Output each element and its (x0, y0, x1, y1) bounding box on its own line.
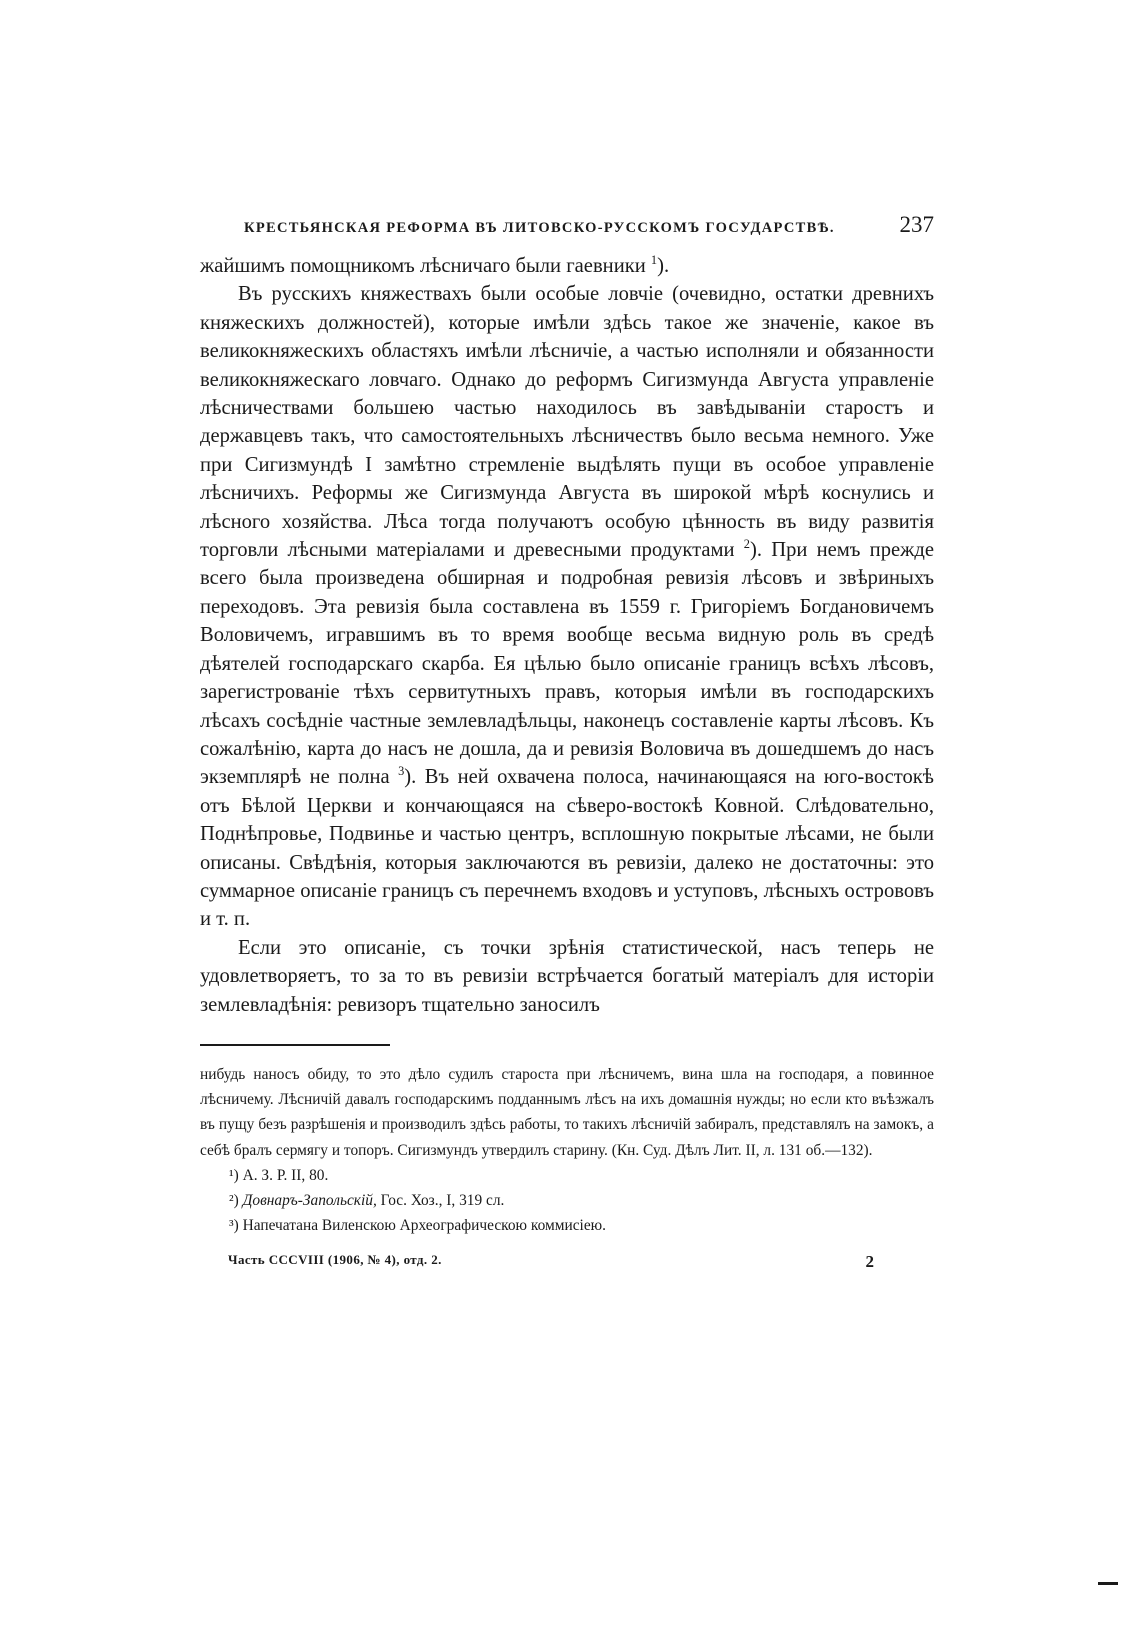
book-page (200, 212, 934, 1272)
main-text (200, 252, 934, 1019)
page-number: 237 (899, 212, 934, 237)
paragraph-3: Если это описаніе, съ точки зрѣнія статистической, насъ теперь не удовлетворяетъ, то за то въ ревизіи встрѣчается богатый матеріалъ для исторіи землевладѣнія: ревизоръ тщательно заносилъ (200, 936, 934, 1016)
paragraph-2: Въ русскихъ княжествахъ были особые ловчіе (очевидно, остатки древнихъ княжескихъ должностей), которые имѣли здѣсь такое же значеніе, какое въ великокняжескихъ областяхъ имѣли лѣсничіе, а частью исполняли и обязанности великокняжескаго ловчаго. Однако до реформъ Сигизмунда Августа управленіе лѣсничествами большею частью находилось въ завѣдываніи старостъ и державцевъ такъ, что самостоятельныхъ лѣсничествъ было весьма немного. Уже при Сигизмундѣ I замѣтно стремленіе выдѣлять пущи въ особое управленіе лѣсничихъ. Реформы же Сигизмунда Августа въ широкой мѣрѣ коснулись и лѣсного хозяйства. Лѣса тогда получаютъ особую цѣнность въ виду развитія торговли лѣсными матеріалами и древесными продуктами $^2$). При немъ прежде всего была произведена обширная и подробная ревизія лѣсовъ и звѣриныхъ переходовъ. Эта ревизія была составлена въ 1559 г. Григоріемъ Богдановичемъ Воловичемъ, игравшимъ въ то время вообще весьма видную роль въ средѣ дѣятелей господарскаго скарба. Ея цѣлью было описаніе границъ всѣхъ лѣсовъ, зарегистрованіе тѣхъ сервитутныхъ правъ, которыя имѣли въ господарскихъ лѣсахъ сосѣдніе частные землевладѣльцы, наконецъ составленіе карты лѣсовъ. Къ сожалѣнію, карта до насъ не дошла, да и ревизія Воловича въ дошедшемъ до насъ экземплярѣ не полна $^3$). Въ ней охвачена полоса, начинающаяся на юго-востокѣ отъ Бѣлой Церкви и кончающаяся на сѣверо-востокѣ Ковной. Слѣдовательно, Поднѣпровье, Подвинье и частью центръ, вcплошную покрытые лѣсами, не были описаны. Свѣдѣнія, которыя заключаются въ ревизіи, далеко не достаточны: это суммарное описаніе границъ съ перечнемъ входовъ и уступовъ, лѣсныхъ острововъ и т. п. (200, 283, 934, 931)
running-title: КРЕСТЬЯНСКАЯ РЕФОРМА ВЪ ЛИТОВСКО-РУССКОМЪ ГОСУДАРСТВѢ. (244, 220, 835, 236)
footnote-continued: нибудь наносъ обиду, то это дѣло судилъ староста при лѣсничемъ, вина шла на господаря, а повинное лѣсничему. Лѣсничій давалъ господарскимъ подданнымъ лѣсъ на ихъ домашнія нужды; но если кто въѣзжалъ въ пущу безъ разрѣшенія и производилъ здѣсь работы, то такихъ лѣсничій забиралъ, представлялъ на замокъ, а себѣ бралъ сермягу и топоръ. Сигизмундъ утвердилъ старину. (Кн. Суд. Дѣлъ Лит. II, л. 131 об.—132). (200, 1065, 934, 1159)
footnote-ref-2: 2 (743, 537, 750, 552)
footnote-ref-1: 1 (650, 253, 658, 268)
footnote-1: ¹) А. З. Р. II, 80. (229, 1166, 329, 1184)
page-footer (200, 1252, 934, 1272)
margin-mark (1098, 1582, 1118, 1585)
running-head (244, 212, 934, 246)
imprint-line: Часть CCCVIII (1906, № 4), отд. 2. (228, 1252, 442, 1268)
footnote-ref-3: 3 (398, 764, 405, 779)
footnote-2: ²) Довнаръ-Запольскій, Гос. Хоз., I, 319 сл. (229, 1191, 505, 1209)
footnote-3: ³) Напечатана Виленскою Археографическою коммисіею. (229, 1217, 607, 1235)
footnote-author: Довнаръ-Запольскій, (242, 1191, 377, 1209)
signature-mark: 2 (865, 1252, 874, 1272)
footnotes (200, 1062, 934, 1238)
paragraph-1: жайшимъ помощникомъ лѣсничаго были гаевники $^1$). (200, 253, 670, 277)
footnote-divider (200, 1044, 390, 1046)
